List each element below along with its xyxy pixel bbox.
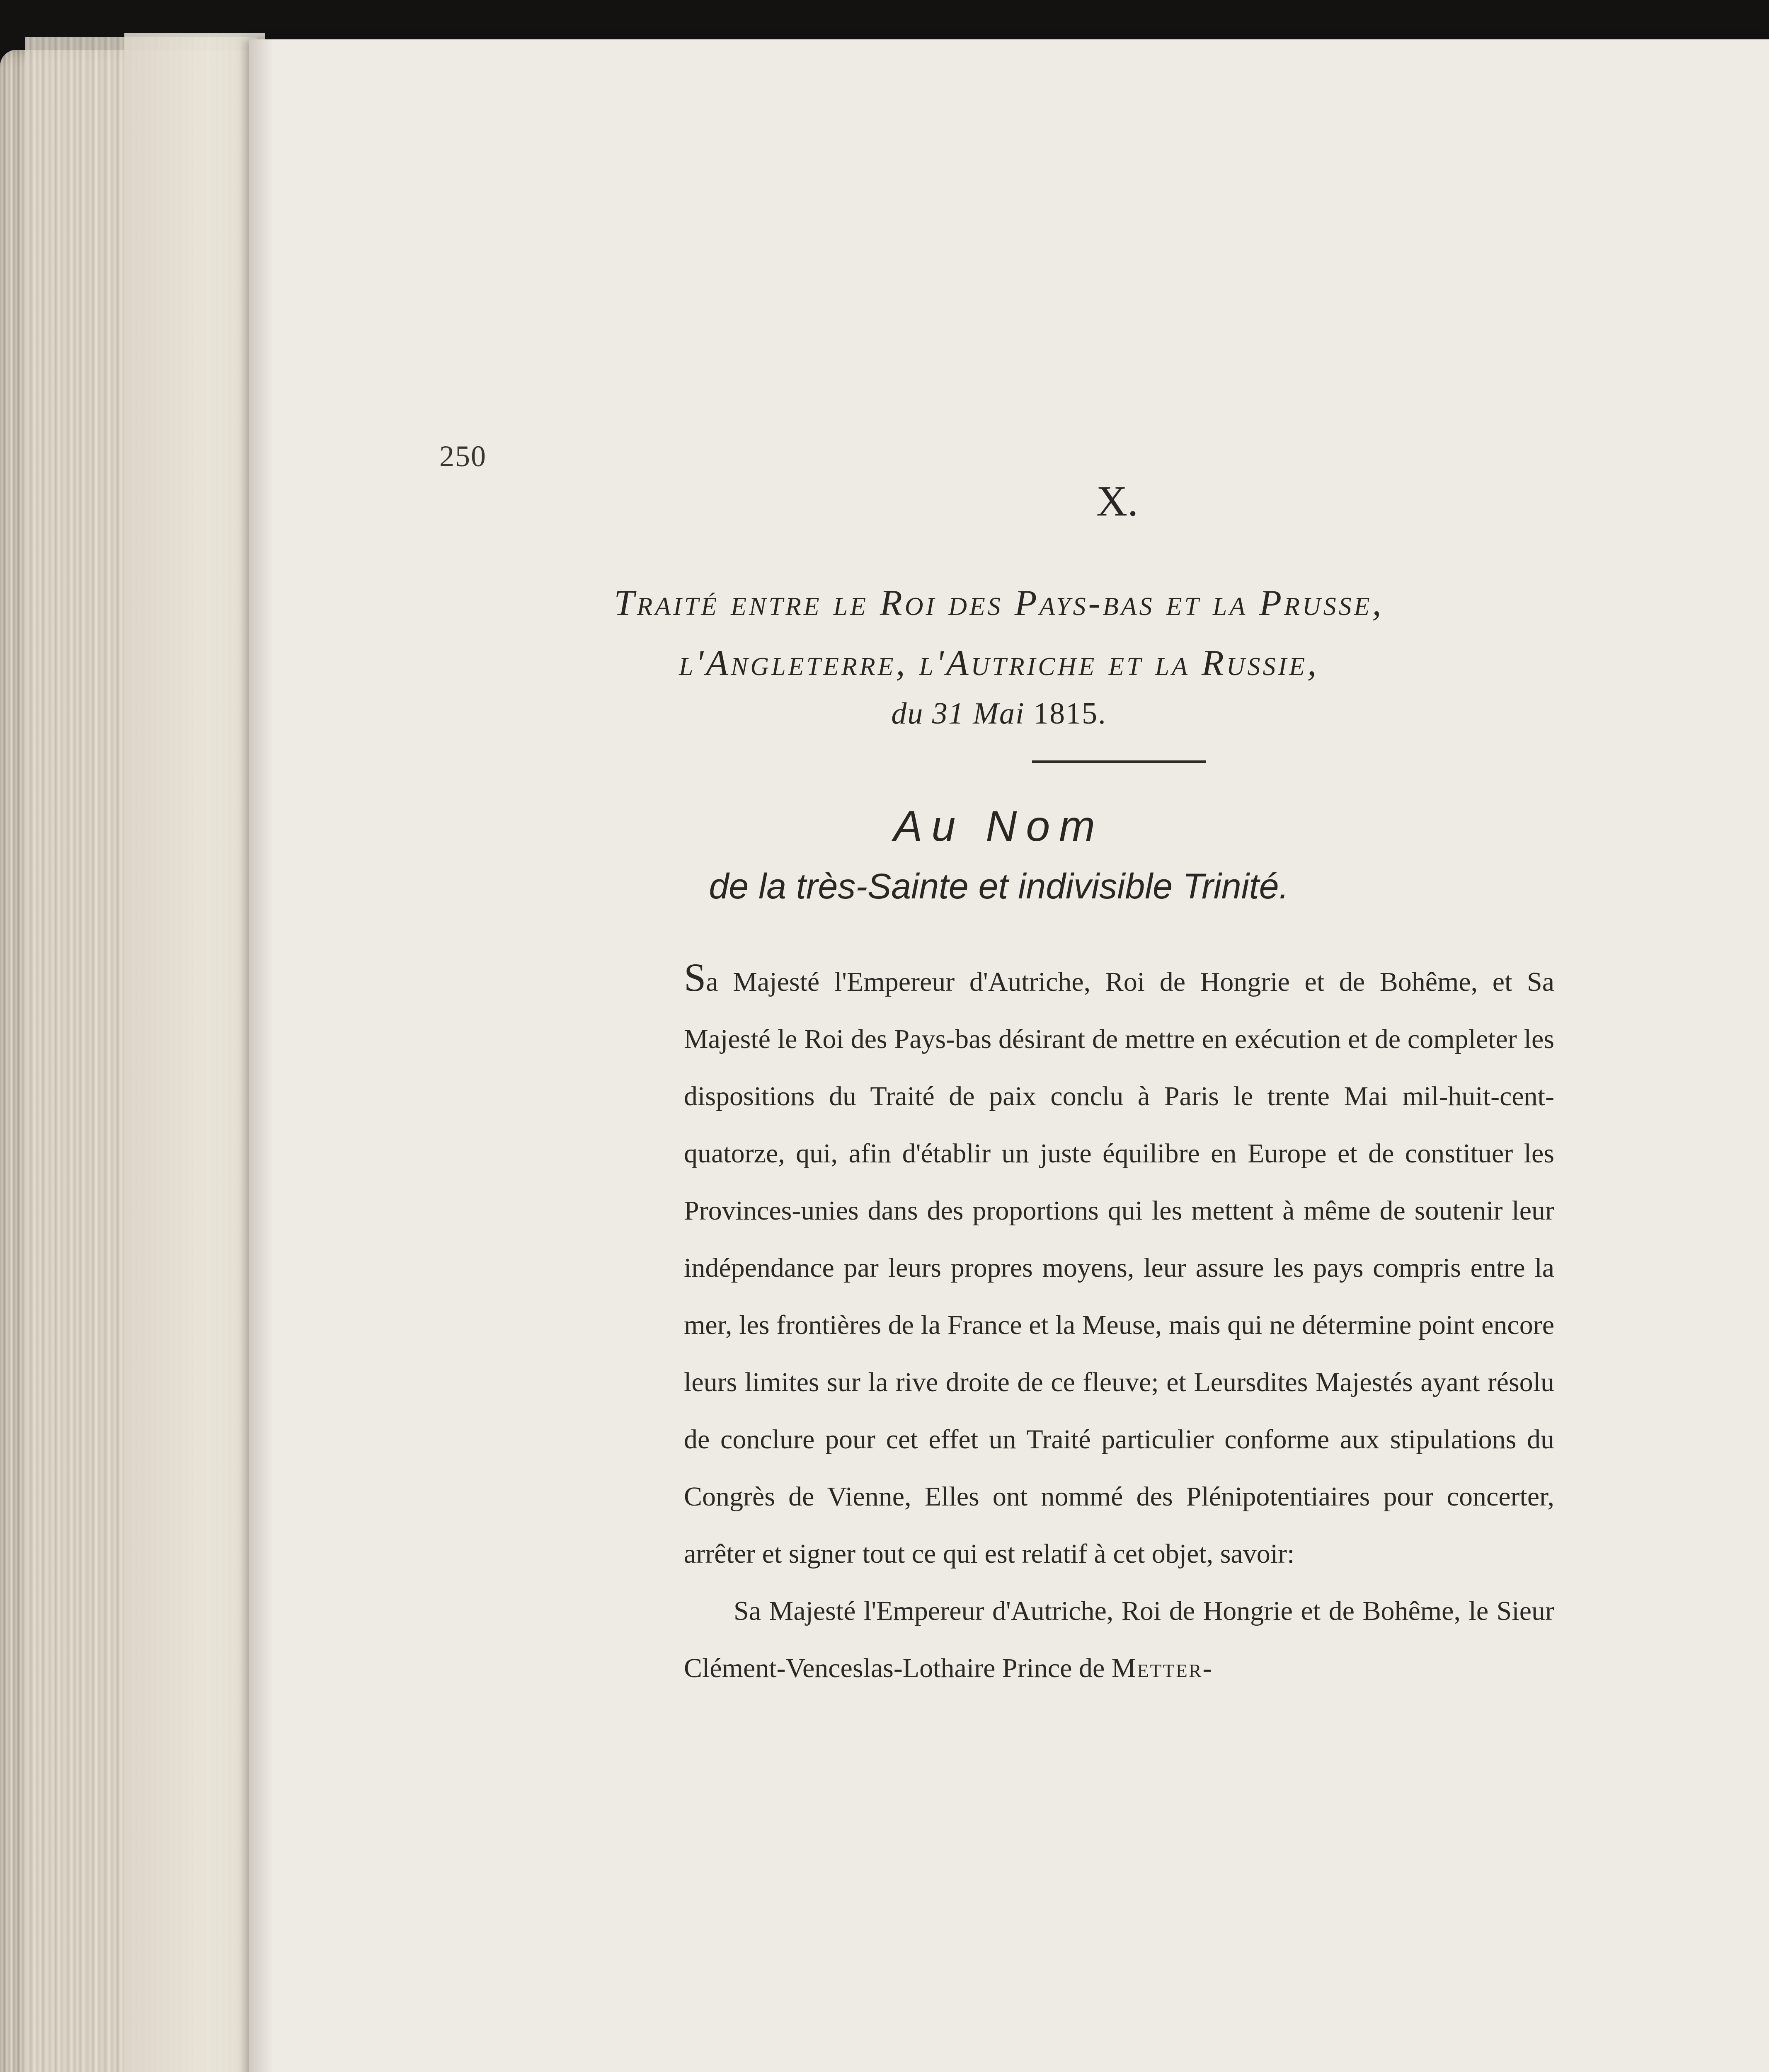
book-page-edges-front	[124, 33, 265, 2072]
treaty-date-month: Mai	[973, 697, 1025, 731]
treaty-date-year: 1815.	[1033, 697, 1107, 731]
paragraph-plenipotentiary-name: Metter-	[1111, 1653, 1213, 1683]
treaty-title-line-1: Traité entre le Roi des Pays-bas et la Prusse,	[614, 583, 1384, 623]
paragraph-plenipotentiary-text: Sa Majesté l'Empereur d'Autriche, Roi de Hongrie et de Bohême, le Sieur Clément-Venceslas-Lothaire Prince de	[684, 1596, 1554, 1683]
treaty-date	[443, 696, 1554, 731]
treaty-body	[684, 949, 1554, 1697]
section-number-text: X.	[1096, 477, 1139, 525]
page-number: 250	[439, 440, 487, 473]
invocation-line-2: de la très-Sainte et indivisible Trinité.	[709, 867, 1289, 906]
invocation-line-1: Au Nom	[894, 802, 1104, 850]
treaty-title-line-2: l'Angleterre, l'Autriche et la Russie,	[679, 643, 1319, 683]
title-rule	[1032, 760, 1206, 763]
paragraph-preamble-text: a Majesté l'Empereur d'Autriche, Roi de Hongrie et de Bohême, et Sa Majesté le Roi des Pays-bas désirant de mettre en exécution et de completer les dispositions du Traité de paix conclu à Paris le trente Mai mil-huit-cent-quatorze, qui, afin d'établir un juste équilibre en Europe et de constituer les Provinces-unies dans des proportions qui les mettent à même de soutenir leur indépendance par leurs propres moyens, leur assure les pays compris entre la mer, les frontières de la France et la Meuse, mais qui ne détermine point encore leurs limites sur la rive droite de ce fleuve; et Leursdites Majestés ayant résolu de conclure pour cet effet un Traité particulier conforme aux stipulations du Congrès de Vienne, Elles ont nommé des Plénipotentiaires pour concerter, arrêter et signer tout ce qui est relatif à cet objet, savoir:	[684, 967, 1554, 1569]
paragraph-plenipotentiary	[684, 1583, 1554, 1697]
dropcap: S	[684, 955, 706, 1000]
paragraph-preamble	[684, 949, 1554, 1583]
treaty-date-prefix: du 31	[891, 697, 964, 731]
